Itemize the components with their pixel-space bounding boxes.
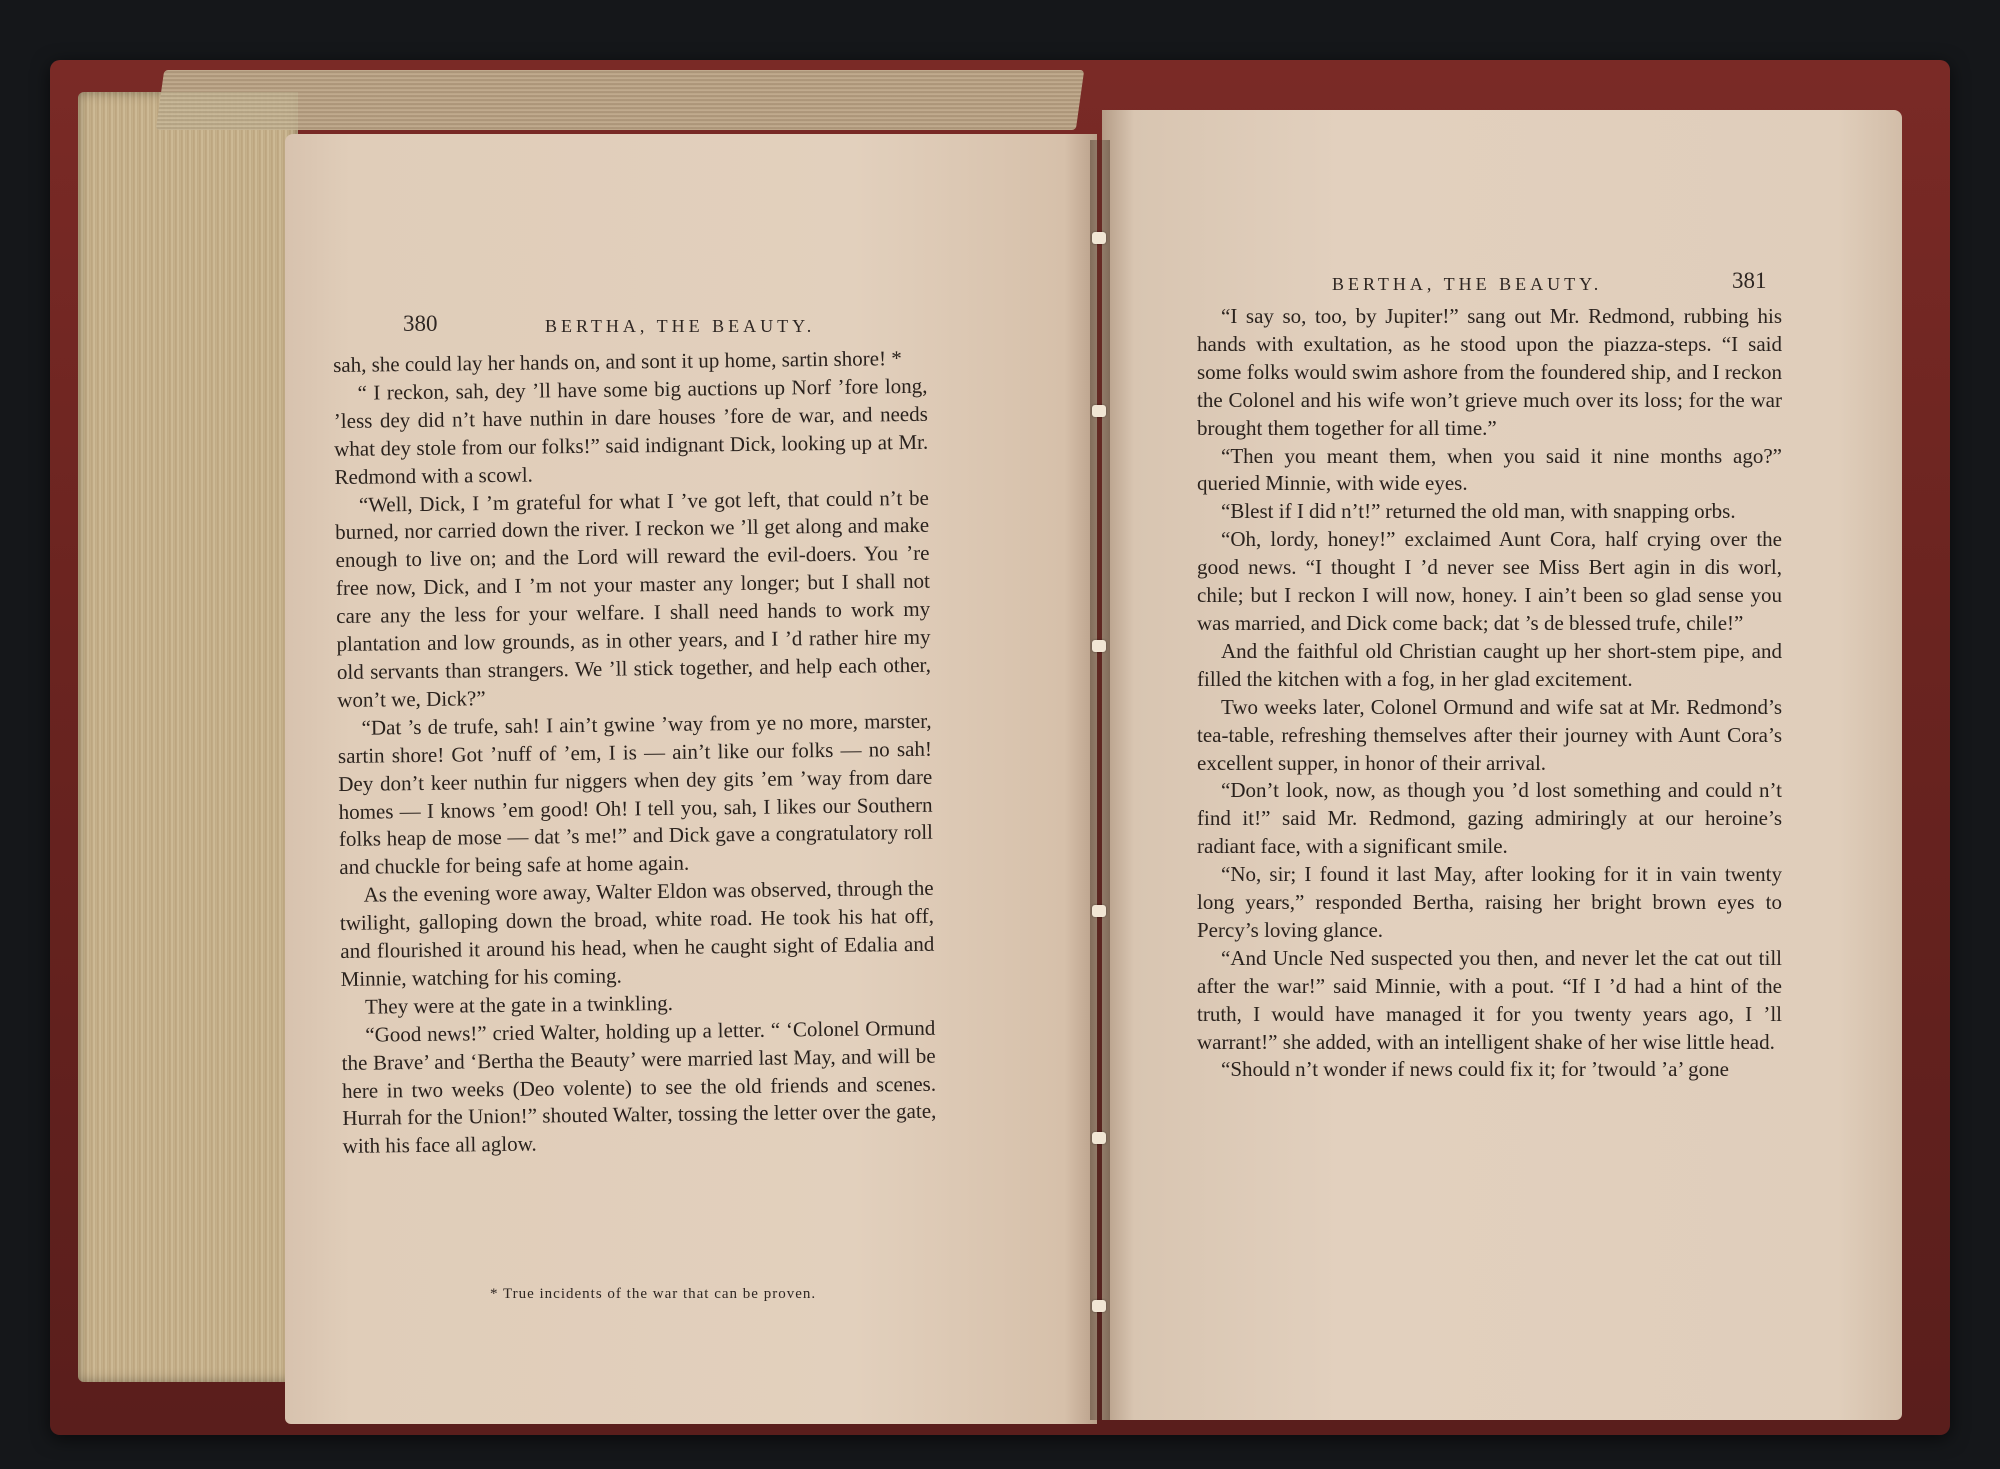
paragraph: “Blest if I did n’t!” returned the old man, with snapping orbs. [1221, 499, 1736, 524]
right-page [1102, 110, 1902, 1420]
binding-stitch [1092, 905, 1106, 917]
paragraph: “No, sir; I found it last May, after looking for it in vain twenty long years,” responded Bertha, raising her bright brown eyes to Percy’s loving glance. [1197, 862, 1782, 942]
paragraph: “Well, Dick, I ’m grateful for what I ’ve got left, that could n’t be burned, nor carried down the river. I reckon we ’ll get along and make enough to live on; and the Lord will reward the evil-doers. You ’re free now, Dick, and I ’m not your master any longer; but I shall not care any the less for your welfare. I shall need hands to work my plantation and low grounds, as in other years, and I ’d rather hire my old servants than strangers. We ’ll stick together, and help each other, won’t we, Dick?” [335, 485, 932, 712]
paragraph: Two weeks later, Colonel Ormund and wife sat at Mr. Redmond’s tea-table, refreshing themselves after their journey with Aunt Cora’s excellent supper, in honor of their arrival. [1197, 694, 1782, 775]
paragraph: “Don’t look, now, as though you ’d lost something and could n’t find it!” said Mr. Redmond, gazing admiringly at our heroine’s radiant face, with a significant smile. [1197, 778, 1782, 859]
left-page [285, 134, 1097, 1424]
paragraph: As the evening wore away, Walter Eldon was observed, through the twilight, galloping down the broad, white road. He took his hat off, and flourished it around his head, when he caught sight of Edalia and Minnie, watching for his coming. [339, 875, 935, 991]
binding-stitch [1092, 640, 1106, 652]
left-running-head: BERTHA, THE BEAUTY. [545, 316, 816, 336]
paragraph: They were at the gate in a twinkling. [364, 990, 674, 1019]
paragraph: “And Uncle Ned suspected you then, and never let the cat out till after the war!” said Minnie, with a pout. “If I ’d had a hint of the truth, I would have managed it for you twenty years ago, I ’ll warrant!” she added, with an intelligent shake of her wise little head. [1197, 945, 1782, 1054]
page-top-edge [156, 70, 1084, 130]
binding-stitch [1092, 405, 1106, 417]
book-gutter [1090, 140, 1110, 1420]
paragraph: And the faithful old Christian caught up her short-stem pipe, and filled the kitchen with a fog, in her glad excitement. [1197, 638, 1782, 691]
paragraph: sah, she could lay her hands on, and sont it up home, sartin shore! * [333, 346, 902, 377]
paragraph: “I say so, too, by Jupiter!” sang out Mr. Redmond, rubbing his hands with exultation, as he stood upon the piazza-steps. “I said some folks would swim ashore from the foundered ship, and I reckon the Colonel and his wife won’t grieve much over its loss; for the war brought them together for all time.” [1197, 304, 1782, 440]
paragraph: “Dat ’s de trufe, sah! I ain’t gwine ’way from ye no more, marster, sartin shore! Got ’nuff of ’em, I is — ain’t like our folks — no sah! Dey don’t keer nuthin fur niggers when dey gits ’em ’way from dare homes — I knows ’em good! Oh! I tell you, sah, I likes our Southern folks heap de mose — dat ’s me!” and Dick gave a congratulatory roll and chuckle for being safe at home again. [337, 708, 934, 880]
paragraph: “Oh, lordy, honey!” exclaimed Aunt Cora, half crying over the good news. “I thought I ’d never see Miss Bert agin in dis worl, chile; but I reckon I will now, honey. I ain’t been so glad sense you was married, and Dick come back; dat ’s de blessed trufe, chile!” [1197, 527, 1782, 635]
footnote: * True incidents of the war that can be proven. [490, 1286, 817, 1302]
right-page-number: 381 [1732, 268, 1767, 293]
right-running-head: BERTHA, THE BEAUTY. [1332, 274, 1603, 294]
paragraph: “ I reckon, sah, dey ’ll have some big auctions up Norf ’fore long, ’less dey did n’t have nuthin in dare houses ’fore de war, and needs what dey stole from our folks!” said indignant Dick, looking up at Mr. Redmond with a scowl. [333, 373, 929, 489]
binding-stitch [1092, 1300, 1106, 1312]
paragraph: “Then you meant them, when you said it nine months ago?” queried Minnie, with wide eyes. [1197, 443, 1782, 496]
binding-stitch [1092, 232, 1106, 244]
paragraph: “Should n’t wonder if news could fix it; for ’twould ’a’ gone [1221, 1057, 1729, 1082]
paragraph: “Good news!” cried Walter, holding up a letter. “ ‘Colonel Ormund the Brave’ and ‘Bertha the Beauty’ were married last May, and will be here in two weeks (Deo volente) to see the old friends and scenes. Hurrah for the Union!” shouted Walter, tossing the letter over the gate, with his face all aglow. [341, 1015, 937, 1159]
binding-stitch [1092, 1132, 1106, 1144]
left-page-text [333, 345, 937, 1161]
left-page-number: 380 [403, 311, 438, 336]
right-page-text [1197, 303, 1782, 1084]
page-block-edge [78, 92, 298, 1382]
